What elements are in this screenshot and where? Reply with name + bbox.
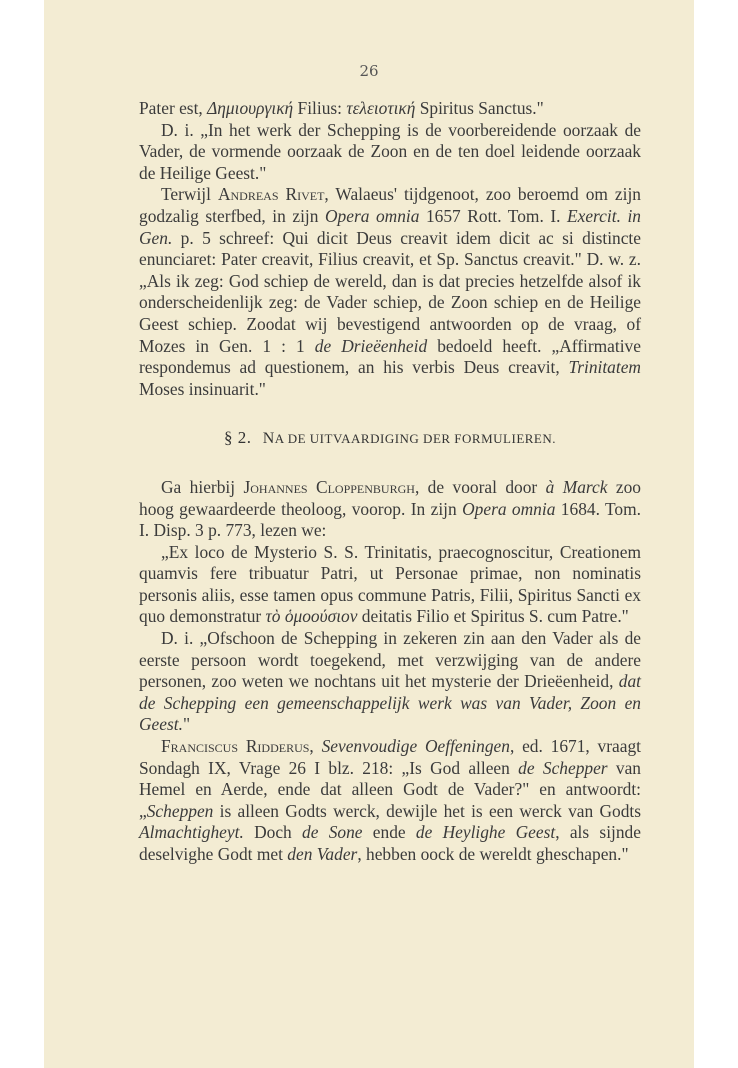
page-body — [139, 98, 641, 866]
paragraph-6: D. i. „Ofschoon de Schepping in zekeren zin aan den Vader als de eerste persoon wordt toegekend, met verzwijging van de andere personen, zoo weten we nochtans uit het mysterie der Drieëenheid, dat de Schepping een gemeenschappelijk werk was van Vader, Zoon en Geest." — [139, 628, 641, 735]
paragraph-3: Terwijl Andreas Rivet, Walaeus' tijdgenoot, zoo beroemd om zijn godzalig sterfbed, in zijn Opera omnia 1657 Rott. Tom. I. Exercit. in Gen. p. 5 schreef: Qui dicit Deus creavit idem dicit ac si distincte enunciaret: Pater creavit, Filius creavit, et Sp. Sanctus creavit." D. w. z. „Als ik zeg: God schiep de wereld, dan is dat precies hetzelfde alsof ik onderscheidenlijk zeg: de Vader schiep, de Zoon schiep en de Heilige Geest schiep. Zoodat wij bevestigend antwoorden op de vraag, of Mozes in Gen. 1 : 1 de Drieëenheid bedoeld heeft. „Affirmative respondemus ad questionem, an his verbis Deus creavit, Trinitatem Moses insinuarit." — [139, 184, 641, 399]
paragraph-5: „Ex loco de Mysterio S. S. Trinitatis, praecognoscitur, Creationem quamvis fere tribuatur Patri, ut Personae primae, non nominatis personis aliis, esse tamen opus commune Patris, Filii, Spiritus Sancti ex quo demonstratur τὸ ὁμοούσιον deitatis Filio et Spiritus S. cum Patre." — [139, 541, 641, 627]
section-heading: § 2. NA DE UITVAARDIGING DER FORMULIEREN. — [223, 428, 557, 448]
paragraph-7: Franciscus Ridderus, Sevenvoudige Oeffeningen, ed. 1671, vraagt Sondagh IX, Vrage 26 I blz. 218: „Is God alleen de Schepper van Hemel en Aerde, ende dat alleen Godt de Vader?" en antwoordt: „Scheppen is alleen Godts werck, dewijle het is een werck van Godts Almachtigheyt. Doch de Sone ende de Heylighe Geest, als sijnde deselvighe Godt met den Vader, hebben oock de wereldt gheschapen." — [139, 736, 642, 864]
page-number: 26 — [359, 62, 379, 80]
paragraph-2: D. i. „In het werk der Schepping is de voorbereidende oorzaak de Vader, de vormende oorzaak de Zoon en de ten doel leidende oorzaak de Heilige Geest." — [139, 119, 641, 183]
book-page — [44, 0, 694, 1068]
paragraph-4: Ga hierbij Johannes Cloppenburgh, de vooral door à Marck zoo hoog gewaardeerde theoloog, voorop. In zijn Opera omnia 1684. Tom. I. Disp. 3 p. 773, lezen we: — [139, 476, 641, 541]
paragraph-1: Pater est, Δημιουργική Filius: τελειοτική Spiritus Sanctus." — [139, 98, 544, 118]
